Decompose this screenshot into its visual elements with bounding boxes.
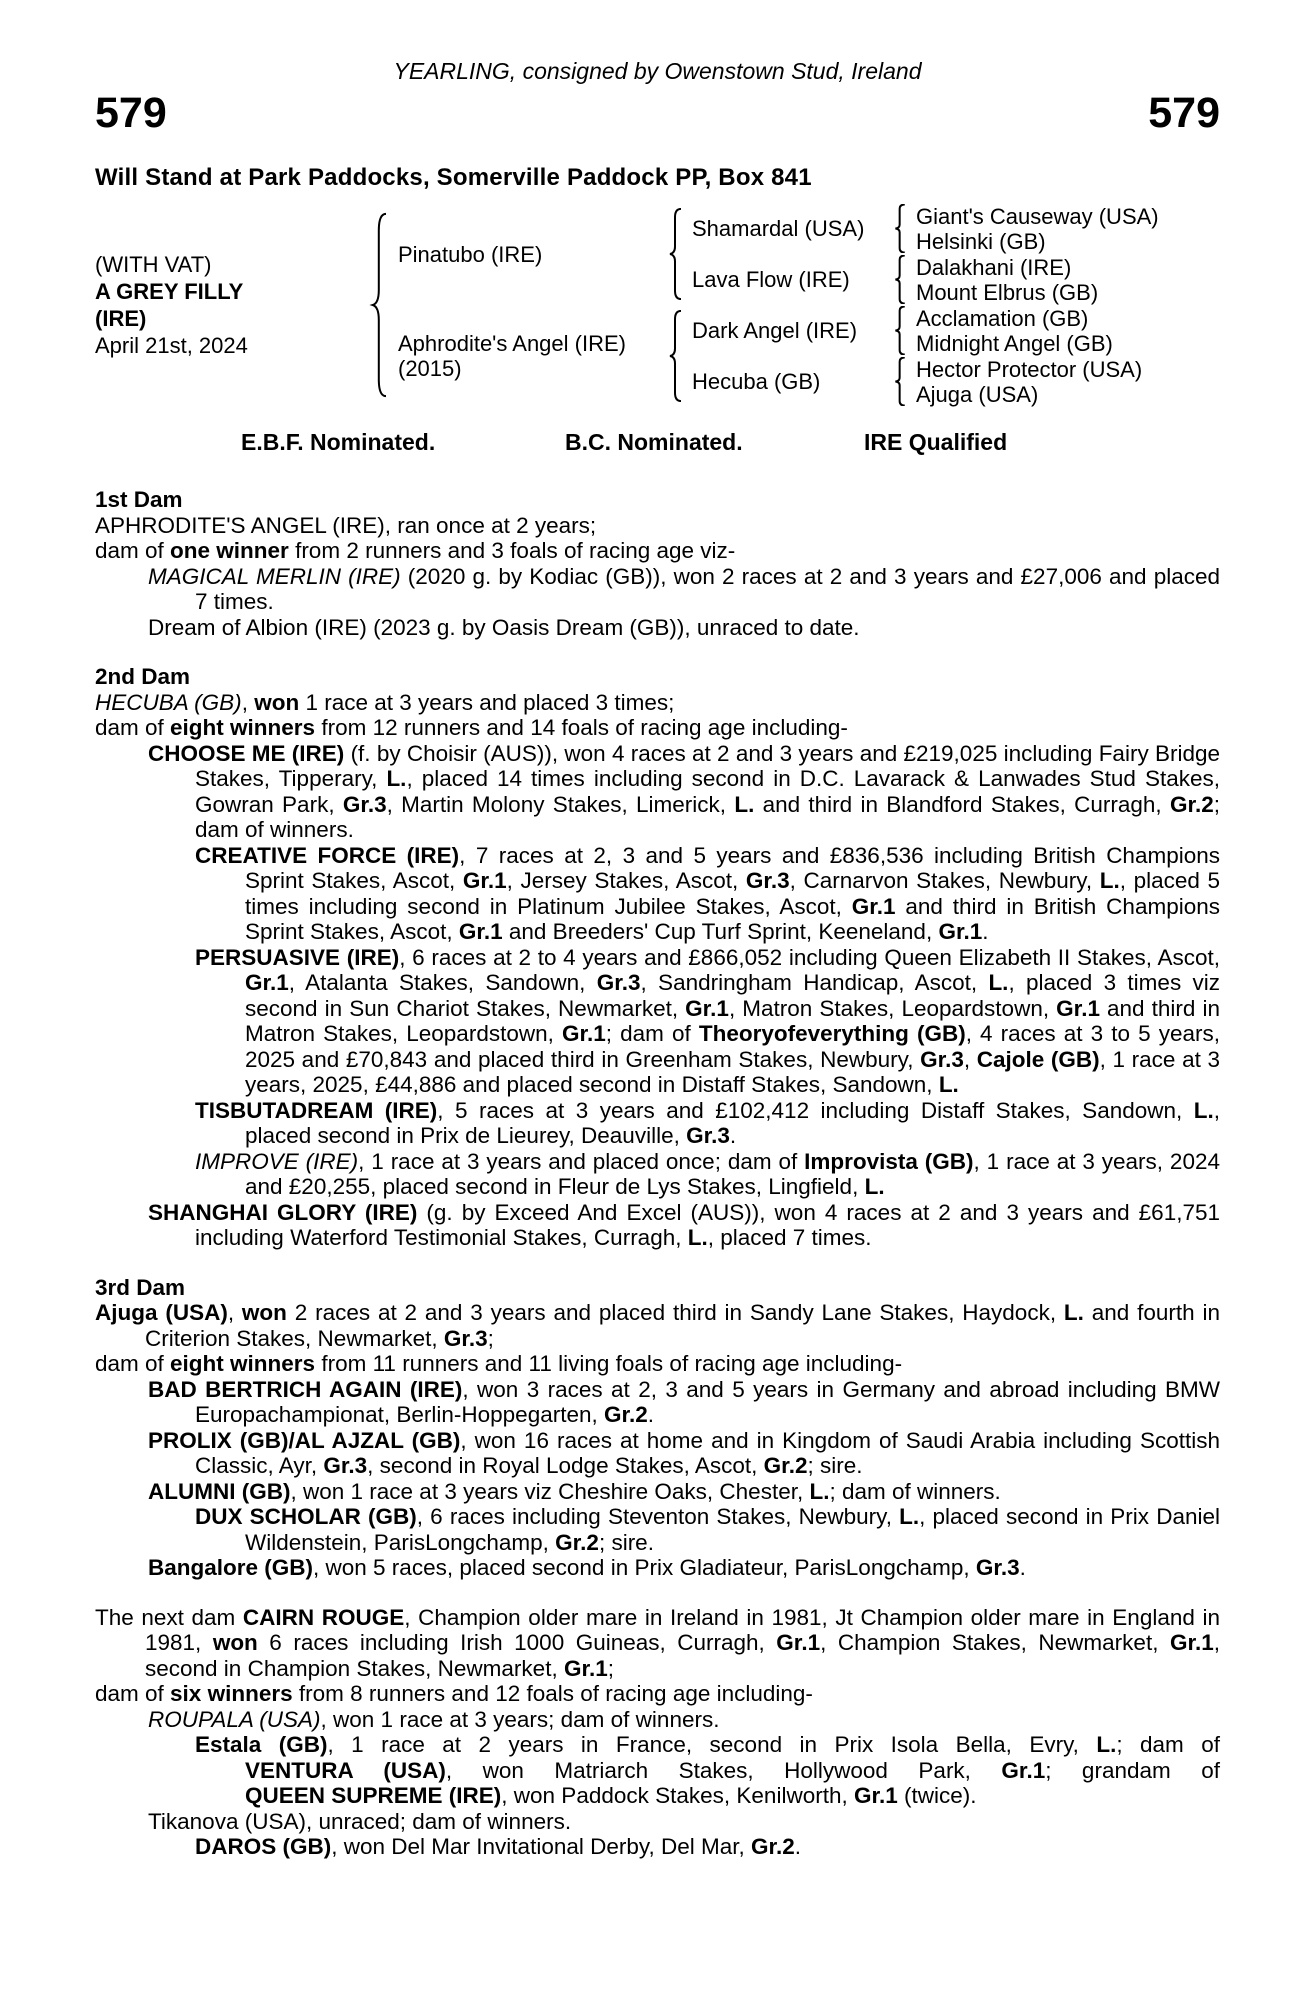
progeny-entry-estala: Estala (GB), 1 race at 2 years in France, second in Prix Isola Bella, Evry, L.; dam of xyxy=(195,1732,1220,1757)
progeny-entry-tisbutadream: TISBUTADREAM (IRE), 5 races at 3 years and £102,412 including Distaff Stakes, Sandown, L., placed second in Prix de Lieurey, Deauville, Gr.3. xyxy=(195,1097,1220,1148)
progeny-entry-bad-bertrich-again: BAD BERTRICH AGAIN (IRE), won 3 races at 2, 3 and 5 years in Germany and abroad including BMW Europachampionat, Berlin-Hoppegarten, Gr.2. xyxy=(148,1376,1220,1427)
sire-sire-parents xyxy=(916,204,1220,254)
ancestor-name: Helsinki (GB) xyxy=(916,228,1046,254)
progeny-entry-improve: IMPROVE (IRE), 1 race at 3 years and placed once; dam of Improvista (GB), 1 race at 3 years, 2024 and £20,255, placed second in Fleur de Lys Stakes, Lingfield, L. xyxy=(195,1148,1220,1199)
sire-dam-name: Lava Flow (IRE) xyxy=(692,266,850,292)
sire-dam-row xyxy=(692,254,1220,305)
produce-summary: dam of eight winners from 12 runners and 14 foals of racing age including- xyxy=(95,715,848,740)
grandsire-row xyxy=(692,203,1220,254)
brace-icon xyxy=(892,357,909,406)
sire-brace xyxy=(666,203,692,305)
brace-icon xyxy=(892,255,909,304)
dam-sire-brace xyxy=(892,306,916,355)
pedigree-brace-main xyxy=(368,203,398,407)
progeny-entry-bangalore: Bangalore (GB), won 5 races, placed second in Prix Gladiateur, ParisLongchamp, Gr.3. xyxy=(148,1555,1026,1580)
brace-icon xyxy=(368,212,392,398)
subject-suffix: (IRE) xyxy=(95,306,147,331)
ancestor-name: Midnight Angel (GB) xyxy=(916,330,1113,356)
dam-dam-brace xyxy=(892,357,916,406)
consignor-line: YEARLING, consigned by Owenstown Stud, Ireland xyxy=(393,58,922,84)
subject-block xyxy=(95,203,368,407)
dam-record: APHRODITE'S ANGEL (IRE), ran once at 2 years; xyxy=(95,512,597,538)
sire-sire-name: Shamardal (USA) xyxy=(692,215,865,241)
dam-dam-name: Hecuba (GB) xyxy=(692,368,821,394)
dam-year: (2015) xyxy=(398,356,462,381)
dam-brace xyxy=(666,305,692,407)
dam-sire-name: Dark Angel (IRE) xyxy=(692,317,858,343)
lot-number-row xyxy=(95,89,1220,137)
section-heading-1st-dam: 1st Dam xyxy=(95,487,183,512)
dam-block xyxy=(398,331,666,381)
ancestor-name: Dalakhani (IRE) xyxy=(916,254,1072,280)
sire-sire-brace xyxy=(892,204,916,253)
ancestor-name: Mount Elbrus (GB) xyxy=(916,279,1099,305)
progeny-entry-alumni: ALUMNI (GB), won 1 race at 3 years viz Cheshire Oaks, Chester, L.; dam of winners. xyxy=(148,1478,1001,1504)
bc-nominated-label: B.C. Nominated. xyxy=(565,429,743,455)
ancestor-name: Acclamation (GB) xyxy=(916,305,1089,331)
progeny-entry-persuasive: PERSUASIVE (IRE), 6 races at 2 to 4 years and £866,052 including Queen Elizabeth II Stakes, Ascot, Gr.1, Atalanta Stakes, Sandown, Gr.3, Sandringham Handicap, Ascot, L., placed 3 times viz second in Sun Chariot Stakes, Newmarket, Gr.1, Matron Stakes, Leopardstown, Gr.1 and third in Matron Stakes, Leopardstown, Gr.1; dam of Theoryofeverything (GB), 4 races at 3 to 5 years, 2025 and £70,843 and placed third in Greenham Stakes, Newbury, Gr.3, Cajole (GB), 1 race at 3 years, 2025, £44,886 and placed second in Distaff Stakes, Sandown, L. xyxy=(195,944,1221,1097)
dam-sire-parents xyxy=(916,306,1220,356)
ancestor-name: Hector Protector (USA) xyxy=(916,356,1143,382)
dam-branch xyxy=(398,305,1220,407)
progeny-entry-roupala: ROUPALA (USA), won 1 race at 3 years; dam of winners. xyxy=(148,1706,720,1732)
progeny-entry-shanghai-glory: SHANGHAI GLORY (IRE) (g. by Exceed And Excel (AUS)), won 4 races at 2 and 3 years and £61,751 including Waterford Testimonial Stakes, Curragh, L., placed 7 times. xyxy=(148,1199,1220,1250)
brace-icon xyxy=(892,204,909,253)
lot-number-left: 579 xyxy=(95,89,167,137)
subject-name: A GREY FILLY xyxy=(95,279,244,304)
progeny-entry-magical-merlin: MAGICAL MERLIN (IRE) (2020 g. by Kodiac (GB)), won 2 races at 2 and 3 years and £27,006 and placed 7 times. xyxy=(148,563,1220,614)
foaling-date: April 21st, 2024 xyxy=(95,333,248,358)
sire-dam-brace xyxy=(892,255,916,304)
dam-record: Ajuga (USA), won 2 races at 2 and 3 years and placed third in Sandy Lane Stakes, Haydock, L. and fourth in Criterion Stakes, Newmarket, Gr.3; xyxy=(95,1300,1220,1351)
ire-qualified-label: IRE Qualified xyxy=(864,429,1008,455)
produce-summary: dam of one winner from 2 runners and 3 foals of racing age viz- xyxy=(95,538,736,563)
brace-icon xyxy=(666,310,686,402)
lot-number-right: 579 xyxy=(1148,89,1220,137)
produce-summary: dam of six winners from 8 runners and 12 foals of racing age including- xyxy=(95,1681,813,1706)
ancestor-name: Ajuga (USA) xyxy=(916,381,1039,407)
produce-summary: dam of eight winners from 11 runners and 11 living foals of racing age including- xyxy=(95,1351,903,1376)
sire-branch xyxy=(398,203,1220,305)
brace-icon xyxy=(666,208,686,300)
progeny-entry-tikanova: Tikanova (USA), unraced; dam of winners. xyxy=(148,1808,572,1834)
section-heading-3rd-dam: 3rd Dam xyxy=(95,1274,186,1300)
sire-dam-parents xyxy=(916,255,1220,305)
progeny-entry-creative-force: CREATIVE FORCE (IRE), 7 races at 2, 3 and 5 years and £836,536 including British Champions Sprint Stakes, Ascot, Gr.1, Jersey Stakes, Ascot, Gr.3, Carnarvon Stakes, Newbury, L., placed 5 times including second in Platinum Jubilee Stakes, Ascot, Gr.1 and third in British Champions Sprint Stakes, Ascot, Gr.1 and Breeders' Cup Turf Sprint, Keeneland, Gr.1. xyxy=(195,842,1220,944)
progeny-entry-dream-of-albion: Dream of Albion (IRE) (2023 g. by Oasis Dream (GB)), unraced to date. xyxy=(148,614,860,640)
page-content xyxy=(95,58,1220,1860)
nominations-row xyxy=(95,427,1220,457)
dam-sire-row xyxy=(692,305,1220,356)
progeny-entry-dux-scholar: DUX SCHOLAR (GB), 6 races including Steventon Stakes, Newbury, L., placed second in Prix Daniel Wildenstein, ParisLongchamp, Gr.2; sire. xyxy=(195,1504,1220,1555)
progeny-entry-choose-me: CHOOSE ME (IRE) (f. by Choisir (AUS)), won 4 races at 2 and 3 years and £219,025 including Fairy Bridge Stakes, Tipperary, L., placed 14 times including second in D.C. Lavarack & Lanwades Stud Stakes, Gowran Park, Gr.3, Martin Molony Stakes, Limerick, L. and third in Blandford Stakes, Curragh, Gr.2; dam of winners. xyxy=(148,740,1220,842)
progeny-entry-ventura: VENTURA (USA), won Matriarch Stakes, Hollywood Park, Gr.1; grandam of xyxy=(245,1757,1220,1783)
progeny-entry-prolix: PROLIX (GB)/AL AJZAL (GB), won 16 races at home and in Kingdom of Saudi Arabia including Scottish Classic, Ayr, Gr.3, second in Royal Lodge Stakes, Ascot, Gr.2; sire. xyxy=(148,1427,1220,1478)
next-dam-record: The next dam CAIRN ROUGE, Champion older mare in Ireland in 1981, Jt Champion older mare in England in 1981, won 6 races including Irish 1000 Guineas, Curragh, Gr.1, Champion Stakes, Newmarket, Gr.1, second in Champion Stakes, Newmarket, Gr.1; xyxy=(95,1604,1220,1681)
dam-dam-parents xyxy=(916,357,1220,407)
stand-location-line: Will Stand at Park Paddocks, Somerville Paddock PP, Box 841 xyxy=(95,164,812,191)
sire-name: Pinatubo (IRE) xyxy=(398,241,543,267)
vat-note: (WITH VAT) xyxy=(95,252,212,277)
progeny-entry-daros: DAROS (GB), won Del Mar Invitational Derby, Del Mar, Gr.2. xyxy=(195,1834,802,1859)
pedigree-generations xyxy=(398,203,1220,407)
dam-parents xyxy=(692,305,1220,407)
progeny-entry-queen-supreme: QUEEN SUPREME (IRE), won Paddock Stakes, Kenilworth, Gr.1 (twice). xyxy=(245,1783,977,1808)
ebf-nominated-label: E.B.F. Nominated. xyxy=(241,429,436,455)
pedigree-chart xyxy=(95,203,1220,407)
ancestor-name: Giant's Causeway (USA) xyxy=(916,203,1159,229)
catalogue-body xyxy=(95,487,1220,1860)
sire-parents xyxy=(692,203,1220,305)
dam-record: HECUBA (GB), won 1 race at 3 years and placed 3 times; xyxy=(95,689,675,715)
dam-dam-row xyxy=(692,356,1220,407)
section-heading-2nd-dam: 2nd Dam xyxy=(95,664,191,689)
brace-icon xyxy=(892,306,909,355)
dam-name: Aphrodite's Angel (IRE) xyxy=(398,331,626,356)
